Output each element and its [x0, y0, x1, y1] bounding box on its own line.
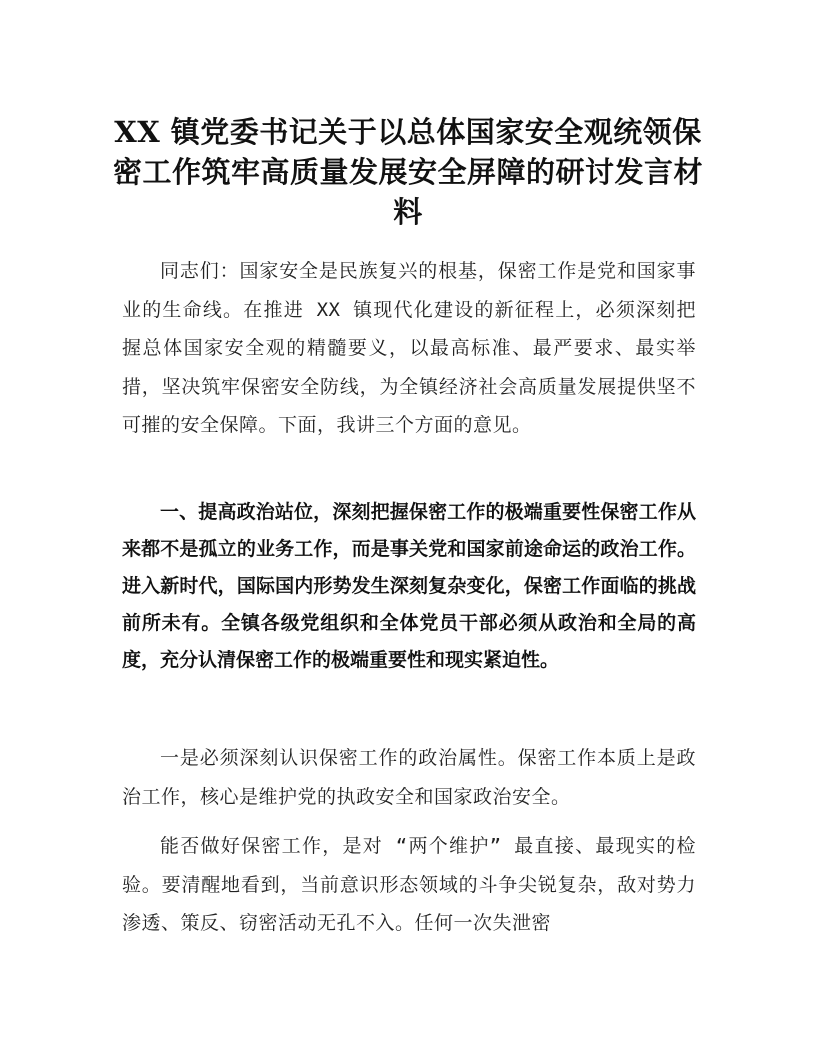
intro-paragraph: 同志们：国家安全是民族复兴的根基，保密工作是党和国家事业的生命线。在推进 XX 镇现代化建设的新征程上，必须深刻把握总体国家安全观的精髓要义，以最高标准、最严要求、最实举措，坚决筑牢保密安全防线，为全镇经济社会高质量发展提供坚不可摧的安全保障。下面，我讲三个方面的意见。	[122, 260, 696, 436]
point-one-continuation-paragraph: 能否做好保密工作，是对 “两个维护” 最直接、最现实的检验。要清醒地看到，当前意识形态领域的斗争尖锐复杂，敌对势力渗透、策反、窃密活动无孔不入。任何一次失泄密	[122, 835, 696, 934]
section-one-paragraph: 一、提高政治站位，深刻把握保密工作的极端重要性保密工作从来都不是孤立的业务工作，而是事关党和国家前途命运的政治工作。进入新时代，国际国内形势发生深刻复杂变化，保密工作面临的挑战前所未有。全镇各级党组织和全体党员干部必须从政治和全局的高度，充分认清保密工作的极端重要性和现实紧迫性。	[122, 501, 696, 671]
point-one-paragraph: 一是必须深刻认识保密工作的政治属性。保密工作本质上是政治工作，核心是维护党的执政安全和国家政治安全。	[122, 747, 696, 808]
document-title: XX 镇党委书记关于以总体国家安全观统领保密工作筑牢高质量发展安全屏障的研讨发言材料	[112, 115, 703, 229]
